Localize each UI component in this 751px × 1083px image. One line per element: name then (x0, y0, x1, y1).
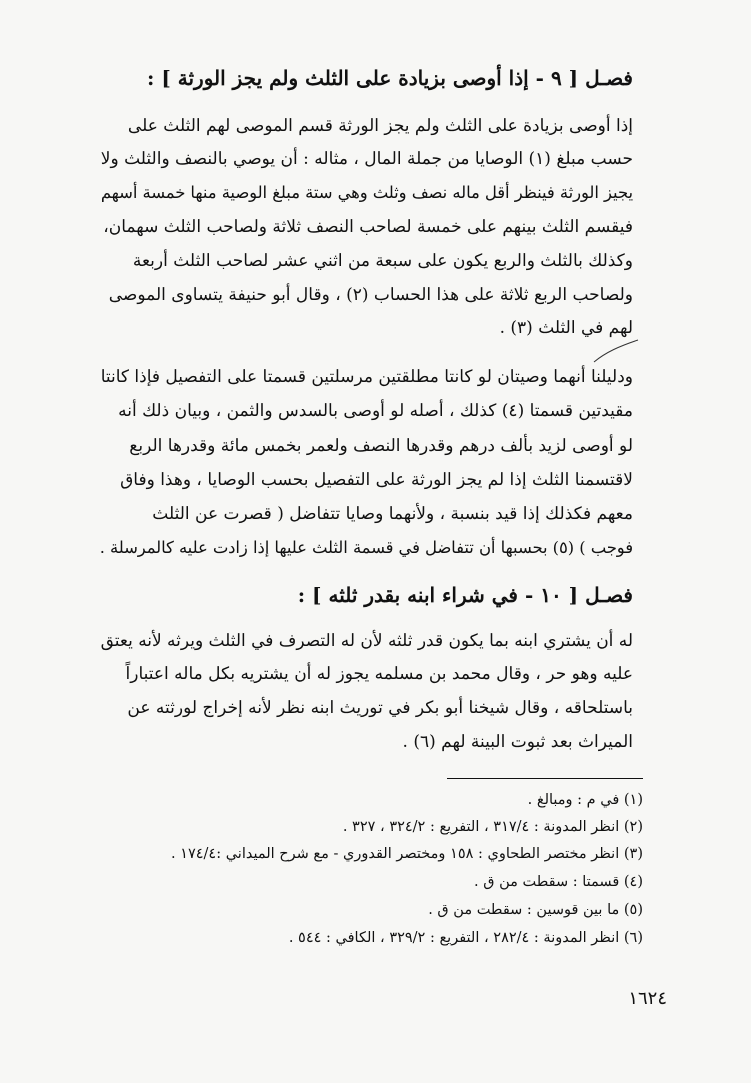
footnote-separator (447, 778, 643, 779)
text-line: إذا أوصى بزيادة على الثلث ولم يجز الورثة قسم الموصى لهم الثلث على (127, 116, 633, 136)
pen-mark-icon (592, 338, 640, 364)
text-line: فوجب ) (٥) بحسبها أن تتفاضل في قسمة الثلث عليها إذا زادت عليه كالمرسلة . (99, 538, 633, 557)
footnote: (١) في م : ومبالغ . (527, 792, 643, 808)
footnote: (٤) قسمتا : سقطت من ق . (474, 874, 643, 890)
text-line: معهم فكذلك إذا قيد بنسبة ، ولأنهما وصايا تتفاضل ( قصرت عن الثلث (152, 504, 633, 524)
text-line: لهم في الثلث (٣) . (499, 318, 633, 338)
text-line: حسب مبلغ (١) الوصايا من جملة المال ، مثاله : أن يوصي بالنصف والثلث ولا (100, 149, 633, 169)
footnote: (٥) ما بين قوسين : سقطت من ق . (428, 902, 643, 918)
text-line: الميراث بعد ثبوت البينة لهم (٦) . (402, 732, 633, 752)
footnote: (٢) انظر المدونة : ٣١٧/٤ ، التفريع : ٣٢٤/٢ ، ٣٢٧ . (342, 819, 643, 835)
text-line: لو أوصى لزيد بألف درهم وقدرها النصف ولعمر بخمس مائة وقدرها الربع (129, 436, 633, 456)
footnote: (٣) انظر مختصر الطحاوي : ١٥٨ ومختصر القدوري - مع شرح الميداني :١٧٤/٤ . (170, 846, 643, 862)
text-line: باستلحاقه ، وقال شيخنا أبو بكر في توريث ابنه نظر لأنه إخراج لورثته عن (127, 698, 633, 718)
text-line: وكذلك بالثلث والربع يكون على سبعة من اثني عشر لصاحب الثلث أربعة (132, 251, 633, 271)
text-line: ودليلنا أنهما وصيتان لو كانتا مطلقتين مرسلتين قسمتا على التفصيل فإذا كانتا (100, 367, 633, 387)
text-line: عليه وهو حر ، وقال محمد بن مسلمه يجوز له أن يشتريه بكل ماله اعتباراً (125, 664, 633, 684)
page-number: ١٦٢٤ (628, 988, 667, 1009)
text-line: يجيز الورثة فينظر أقل ماله نصف وثلث وهي ستة مبلغ الوصية منها خمسة أسهم (100, 183, 633, 202)
section-10-heading: فصـل [ ١٠ - في شراء ابنه بقدر ثلثه ] : (297, 583, 633, 607)
text-line: لاقتسمنا الثلث إذا لم يجز الورثة على التفصيل بحسب الوصايا ، وهذا وفاق (120, 470, 633, 490)
text-line: له أن يشتري ابنه بما يكون قدر ثلثه لأن له التصرف في الثلث ويرثه لأنه يعتق (100, 630, 633, 650)
footnote: (٦) انظر المدونة : ٢٨٢/٤ ، التفريع : ٣٢٩/٢ ، الكافي : ٥٤٤ . (288, 930, 643, 946)
text-line: مقيدتين قسمتا (٤) كذلك ، أصله لو أوصى بالسدس والثمن ، وبيان ذلك أنه (118, 401, 633, 421)
text-line: فيقسم الثلث بينهم على خمسة لصاحب النصف ثلاثة ولصاحب الثلث سهمان، (103, 217, 633, 237)
section-9-heading: فصـل [ ٩ - إذا أوصى بزيادة على الثلث ولم يجز الورثة ] : (146, 66, 633, 90)
text-line: ولصاحب الربع ثلاثة على هذا الحساب (٢) ، وقال أبو حنيفة يتساوى الموصى (108, 285, 633, 305)
